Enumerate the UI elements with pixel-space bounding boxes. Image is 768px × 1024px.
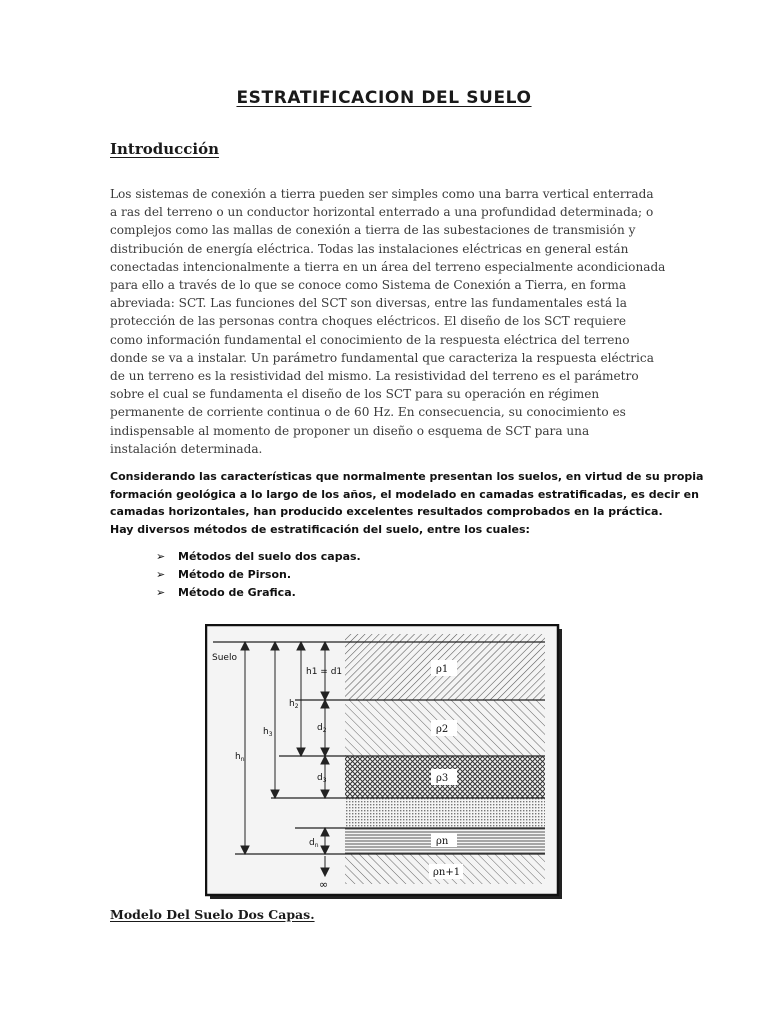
paragraph-line: Considerando las características que normalmente presentan los suelos, en virtud de su propia (110, 470, 704, 483)
paragraph-line: camadas horizontales, han producido excelentes resultados comprobados en la práctica. (110, 505, 663, 518)
ground-label: Suelo (212, 653, 237, 663)
depth-label-h2: $h_2$ (289, 699, 299, 710)
layer-label-rho1: ρ1 (436, 664, 449, 675)
depth-label-d3: $d_3$ (317, 773, 327, 784)
document-title: ESTRATIFICACION DEL SUELO (236, 88, 532, 108)
soil-stratification-figure (205, 624, 563, 900)
intro-line: complejos como las mallas de conexión a tierra de las subestaciones de transmisión y (110, 223, 636, 238)
figure-caption: Modelo Del Suelo Dos Capas. (110, 907, 315, 922)
list-item (156, 548, 361, 566)
intro-line: donde se va a instalar. Un parámetro fundamental que caracteriza la respuesta eléctrica (110, 350, 654, 365)
arrow-bullet-icon: ➢ (156, 567, 166, 581)
intro-line: abreviada: SCT. Las funciones del SCT son diversas, entre las fundamentales está la (110, 296, 627, 311)
intro-line: indispensable al momento de proponer un diseño o esquema de SCT para una (110, 423, 590, 438)
paragraph-line: Hay diversos métodos de estratificación del suelo, entre los cuales: (110, 522, 530, 536)
intro-paragraph (110, 185, 666, 458)
intro-heading: Introducción (110, 140, 220, 158)
depth-label-h3: $h_3$ (263, 727, 273, 738)
depth-label-h1: h1 = d1 (306, 667, 343, 677)
layer-label-rhon: ρn (436, 836, 449, 847)
arrow-bullet-icon: ➢ (156, 550, 166, 563)
list-item (156, 584, 361, 602)
intro-line: como información fundamental el conocimiento de la respuesta eléctrica del terreno (110, 332, 630, 347)
intro-line: de un terreno es la resistividad del mismo. La resistividad del terreno es el parámetro (110, 369, 639, 384)
method-label: Método de Grafica. (178, 585, 296, 599)
intro-line: distribución de energía eléctrica. Todas las instalaciones eléctricas en general están (110, 241, 629, 256)
depth-label-hn: $h_n$ (235, 752, 245, 763)
layer-label-rho2: ρ2 (436, 724, 449, 735)
intro-line: a ras del terreno o un conductor horizontal enterrado a una profundidad determinada; o (110, 205, 654, 220)
methods-list (156, 548, 361, 601)
intro-line: conectadas intencionalmente a tierra en un área del terreno especialmente acondicionada (110, 259, 666, 274)
layer-label-rhon1: ρn+1 (433, 867, 461, 878)
intro-line: para ello a través de lo que se conoce como Sistema de Conexión a Tierra, en forma (110, 278, 627, 293)
intro-line: Los sistemas de conexión a tierra pueden ser simples como una barra vertical enterrada (110, 187, 654, 201)
depth-label-dn: $d_n$ (309, 838, 319, 849)
method-label: Método de Pirson. (178, 567, 292, 581)
list-item (156, 566, 361, 584)
arrow-bullet-icon: ➢ (156, 585, 166, 599)
intro-line: protección de las personas contra choques eléctricos. El diseño de los SCT requiere (110, 314, 627, 329)
intro-line: sobre el cual se fundamenta el diseño de los SCT para su operación en régimen (110, 387, 600, 402)
depth-label-d2: $d_2$ (317, 723, 327, 734)
intro-line: permanente de corriente continua o de 60 Hz. En consecuencia, su conocimiento es (110, 405, 626, 420)
method-label: Métodos del suelo dos capas. (178, 550, 361, 563)
soil-layer-3b (345, 798, 545, 828)
stratification-paragraph (110, 468, 704, 538)
paragraph-line: formación geológica a lo largo de los años, el modelado en camadas estratificadas, es decir en (110, 487, 699, 501)
intro-line: instalación determinada. (110, 441, 263, 456)
layer-label-rho3: ρ3 (436, 773, 449, 784)
infinity-label: ∞ (319, 878, 329, 891)
